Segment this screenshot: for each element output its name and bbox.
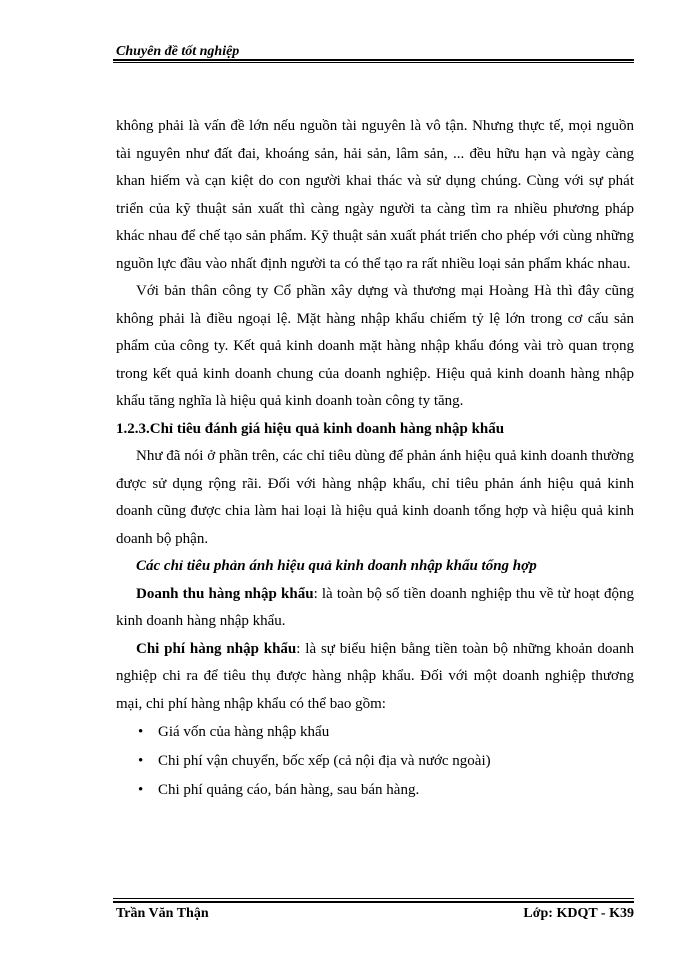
list-item [116,776,634,805]
footer-author: Trần Văn Thận [116,906,209,921]
definition-cost: : là sự biểu hiện bằng tiền toàn bộ những khoản doanh nghiệp chi ra để tiêu thụ được hàng nhập khẩu. Đối với một doanh nghiệp thương mại, chi phí hàng nhập khẩu có thể bao gồm: [116,640,635,712]
bullet-icon: • [138,753,144,769]
section-heading: 1.2.3.Chỉ tiêu đánh giá hiệu quả kinh doanh hàng nhập khẩu [116,420,505,437]
list-item [116,718,634,747]
paragraph-revenue [116,581,634,636]
list-item-text: Chi phí quảng cáo, bán hàng, sau bán hàng. [158,782,420,798]
header-rule [113,59,634,61]
paragraph-resources: không phải là vấn đề lớn nếu nguồn tài nguyên là vô tận. Nhưng thực tế, mọi nguồn tài nguyên như đất đai, khoáng sản, hải sản, lâm sản, ... đều hữu hạn và ngày càng khan hiếm và cạn kiệt do con người khai thác và sử dụng chúng. Cùng với sự phát triển của kỹ thuật sản xuất thì càng ngày người ta càng tìm ra nhiều phương pháp khác nhau để chế tạo sản phẩm. Kỹ thuật sản xuất phát triển cho phép với cùng những nguồn lực đầu vào nhất định người ta có thể tạo ra rất nhiều loại sản phẩm khác nhau. [116,118,634,272]
list-item-text: Chi phí vận chuyển, bốc xếp (cả nội địa và nước ngoài) [158,753,491,769]
list-item-text: Giá vốn của hàng nhập khẩu [158,724,330,740]
list-item [116,747,634,776]
paragraph-company: Với bản thân công ty Cổ phần xây dựng và thương mại Hoàng Hà thì đây cũng không phải là điều ngoại lệ. Mặt hàng nhập khẩu chiếm tỷ lệ lớn trong cơ cấu sản phẩm của công ty. Kết quả kinh doanh mặt hàng nhập khẩu đóng vài trò quan trọng trong kết quả kinh doanh chung của doanh nghiệp. Hiệu quả kinh doanh hàng nhập khẩu tăng nghĩa là hiệu quả kinh doanh toàn công ty tăng. [116,283,634,409]
term-revenue: Doanh thu hàng nhập khẩu [136,585,314,602]
page-body [116,113,634,805]
header-rule-thin [113,62,634,63]
page-header-title: Chuyên đề tốt nghiệp [116,44,240,59]
paragraph-indicators: Như đã nói ở phần trên, các chỉ tiêu dùng để phản ánh hiệu quả kinh doanh thường được sử dụng rộng rãi. Đối với hàng nhập khẩu, chỉ tiêu phản ánh hiệu quả kinh doanh cũng được chia làm hai loại là hiệu quả kinh doanh tổng hợp và hiệu quả kinh doanh bộ phận. [116,448,634,547]
footer-rule-thin [113,898,634,899]
paragraph-cost [116,636,634,719]
term-cost: Chi phí hàng nhập khẩu [136,640,297,657]
footer-rule [113,901,634,903]
footer-class: Lớp: KDQT - K39 [523,906,634,921]
definition-revenue: : là toàn bộ số tiền doanh nghiệp thu về từ hoạt động kinh doanh hàng nhập khẩu. [116,585,634,629]
bullet-icon: • [138,724,144,740]
bullet-icon: • [138,782,144,798]
subsection-heading: Các chỉ tiêu phản ánh hiệu quả kinh doanh nhập khẩu tổng hợp [136,558,537,574]
cost-list [116,718,634,805]
